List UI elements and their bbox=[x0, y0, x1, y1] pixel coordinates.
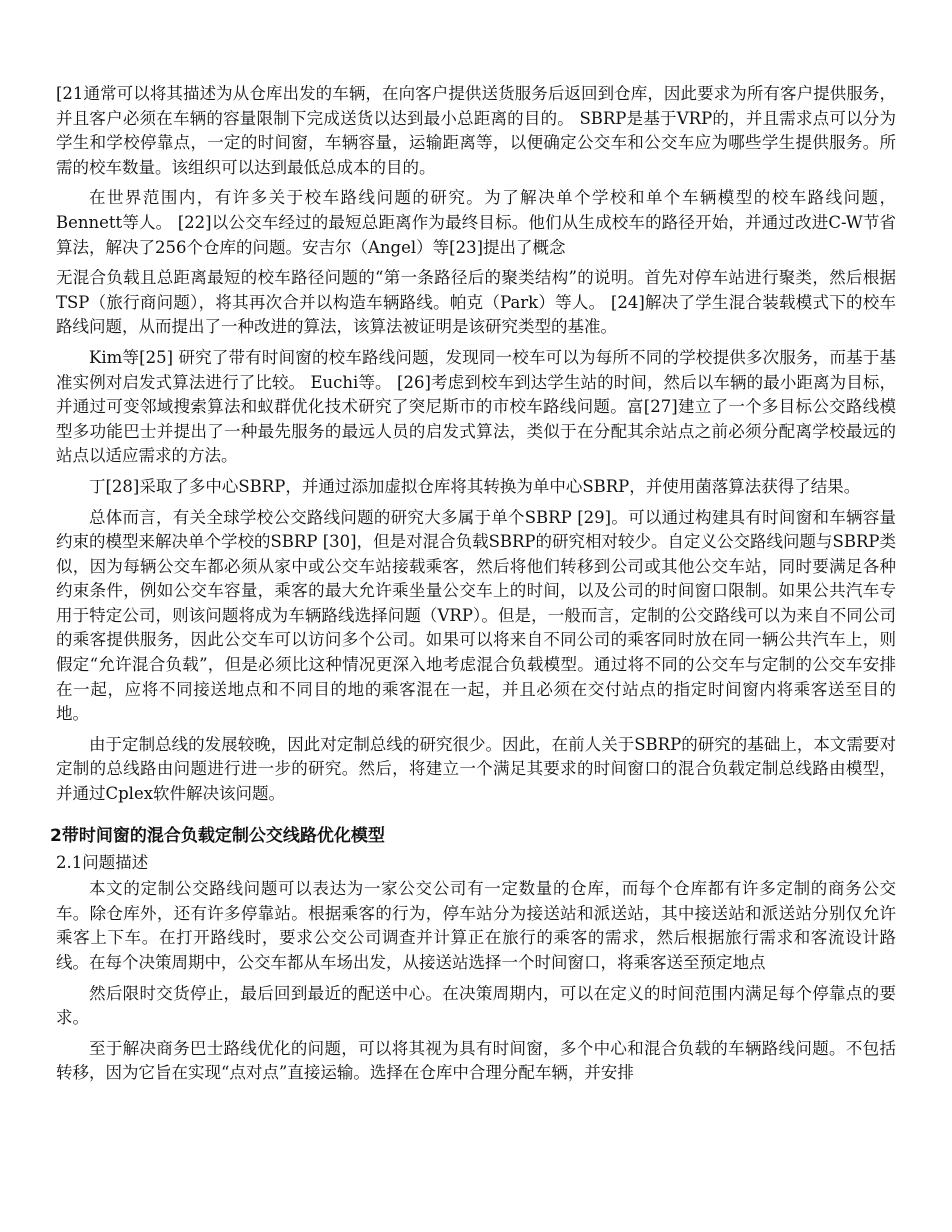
paragraph: [21通常可以将其描述为从仓库出发的车辆，在向客户提供送货服务后返回到仓库，因此要求为所有客户提供服务，并且客户必须在车辆的容量限制下完成送货以达到最小总距离的目的。 SBRP是基于VRP的，并且需求点可以分为学生和学校停靠点，一定的时间窗，车辆容量，运输距离等，以便确定公交车和公交车应为哪些学生提供服务。所需的校车数量。该组织可以达到最低总成本的目的。 bbox=[56, 84, 896, 177]
paragraph: 由于定制总线的发展较晚，因此对定制总线的研究很少。因此，在前人关于SBRP的研究的基础上，本文需要对定制的总线路由问题进行进一步的研究。然后，将建立一个满足其要求的时间窗口的混合负载定制总线路由模型，并通过Cplex软件解决该问题。 bbox=[56, 734, 896, 804]
paragraph: 在世界范围内，有许多关于校车路线问题的研究。为了解决单个学校和单个车辆模型的校车路线问题，Bennett等人。 [22]以公交车经过的最短总距离作为最终目标。他们从生成校车的路径开始，并通过改进C-W节省算法，解决了256个仓库的问题。安吉尔（Angel）等[23]提出了概念 bbox=[56, 188, 896, 257]
paragraph: 总体而言，有关全球学校公交路线问题的研究大多属于单个SBRP [29]。可以通过构建具有时间窗和车辆容量约束的模型来解决单个学校的SBRP [30]，但是对混合负载SBRP的研究相对较少。自定义公交路线问题与SBRP类似，因为每辆公交车都必须从家中或公交车站接载乘客，然后将他们转移到公司或其他公交车站，同时要满足各种约束条件，例如公交车容量，乘客的最大允许乘坐量公交车上的时间，以及公司的时间窗口限制。如果公共汽车专用于特定公司，则该问题将成为车辆路线选择问题（VRP）。但是，一般而言，定制的公交路线可以为来自不同公司的乘客提供服务，因此公交车可以访问多个公司。如果可以将来自不同公司的乘客同时放在同一辆公共汽车上，则假定“允许混合负载”，但是必须比这种情况更深入地考虑混合负载模型。通过将不同的公交车与定制的公交车安排在一起，应将不同接送地点和不同目的地的乘客混在一起，并且必须在交付站点的指定时间窗内将乘客送至目的地。 bbox=[56, 507, 896, 724]
section-heading: 2带时间窗的混合负载定制公交线路优化模型 bbox=[50, 825, 385, 846]
paragraph: 无混合负载且总距离最短的校车路径问题的“第一条路径后的聚类结构”的说明。首先对停车站进行聚类，然后根据TSP（旅行商问题），将其再次合并以构造车辆路线。帕克（Park）等人。 [24]解决了学生混合装载模式下的校车路线问题，从而提出了一种改进的算法，该算法被证明是该研究类型的基准。 bbox=[56, 268, 896, 337]
paragraph: 本文的定制公交路线问题可以表达为一家公交公司有一定数量的仓库，而每个仓库都有许多定制的商务公交车。除仓库外，还有许多停靠站。根据乘客的行为，停车站分为接送站和派送站，其中接送站和派送站分别仅允许乘客上下车。在打开路线时，要求公交公司调查并计算正在旅行的乘客的需求，然后根据旅行需求和客流设计路线。在每个决策周期中，公交车都从车场出发，从接送站选择一个时间窗口，将乘客送至预定地点 bbox=[56, 879, 896, 972]
paragraph: 至于解决商务巴士路线优化的问题，可以将其视为具有时间窗，多个中心和混合负载的车辆路线问题。不包括转移，因为它旨在实现“点对点”直接运输。选择在仓库中合理分配车辆，并安排 bbox=[56, 1038, 896, 1083]
subsection-heading: 2.1问题描述 bbox=[56, 852, 149, 872]
paragraph: Kim等[25] 研究了带有时间窗的校车路线问题，发现同一校车可以为每所不同的学校提供多次服务，而基于基准实例对启发式算法进行了比较。 Euchi等。 [26]考虑到校车到达学生站的时间，然后以车辆的最小距离为目标，并通过可变邻域搜索算法和蚁群优化技术研究了突尼斯市的市校车路线问题。富[27]建立了一个多目标公交路线模型多功能巴士并提出了一种最先服务的最远人员的启发式算法，类似于在分配其余站点之前必须分配离学校最远的站点以适应需求的方法。 bbox=[56, 347, 896, 466]
paragraph: 然后限时交货停止，最后回到最近的配送中心。在决策周期内，可以在定义的时间范围内满足每个停靠点的要求。 bbox=[56, 983, 896, 1028]
paragraph: 丁[28]采取了多中心SBRP，并通过添加虚拟仓库将其转换为单中心SBRP，并使用菌落算法获得了结果。 bbox=[89, 476, 861, 496]
document-page bbox=[50, 82, 896, 1092]
